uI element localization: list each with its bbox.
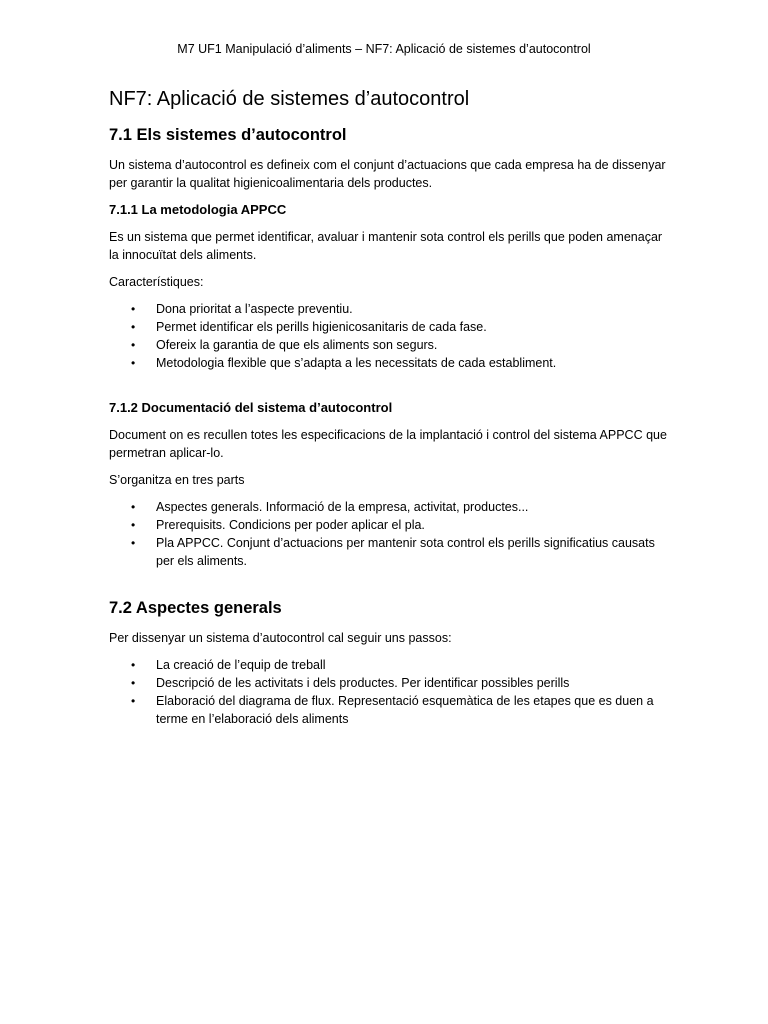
list-item xyxy=(109,336,674,354)
characteristics-intro: Característiques: xyxy=(109,275,204,289)
section-7-1-text: Un sistema d’autocontrol es defineix com el conjunt d’actuacions que cada empresa ha de dissenyar per garantir la qualitat higienicoalimentaria dels productes. xyxy=(109,158,666,190)
list-item xyxy=(109,534,674,570)
bullet-icon: • xyxy=(131,302,136,316)
bullet-icon: • xyxy=(131,518,136,532)
section-heading-7-1: 7.1 Els sistemes d’autocontrol xyxy=(109,126,347,144)
section-heading-7-2: 7.2 Aspectes generals xyxy=(109,599,282,617)
bullet-icon: • xyxy=(131,658,136,672)
document-title: NF7: Aplicació de sistemes d’autocontrol xyxy=(109,88,470,110)
section-7-2-text: Per dissenyar un sistema d’autocontrol cal seguir uns passos: xyxy=(109,631,452,645)
spacer xyxy=(109,381,674,399)
list-item-text: Metodologia flexible que s’adapta a les necessitats de cada establiment. xyxy=(156,356,557,370)
list-item-text: Ofereix la garantia de que els aliments son segurs. xyxy=(156,338,438,352)
list-item xyxy=(109,674,674,692)
parts-list xyxy=(109,498,674,570)
section-heading-7-1-2: 7.1.2 Documentació del sistema d’autocontrol xyxy=(109,400,393,415)
bullet-icon: • xyxy=(131,320,136,334)
bullet-icon: • xyxy=(131,536,136,550)
section-heading-7-1-1: 7.1.1 La metodologia APPCC xyxy=(109,202,287,217)
list-item xyxy=(109,516,674,534)
bullet-icon: • xyxy=(131,338,136,352)
list-item-text: Aspectes generals. Informació de la empresa, activitat, productes... xyxy=(156,500,529,514)
characteristics-list xyxy=(109,300,674,372)
document-body xyxy=(109,86,674,737)
bullet-icon: • xyxy=(131,694,136,708)
bullet-icon: • xyxy=(131,676,136,690)
bullet-icon: • xyxy=(131,356,136,370)
list-item-text: Descripció de les activitats i dels productes. Per identificar possibles perills xyxy=(156,676,570,690)
list-item-text: Dona prioritat a l’aspecte preventiu. xyxy=(156,302,353,316)
section-7-1-1-text: Es un sistema que permet identificar, avaluar i mantenir sota control els perills que poden amenaçar la innocuïtat dels aliments. xyxy=(109,230,663,262)
list-item-text: Elaboració del diagrama de flux. Representació esquemàtica de les etapes que es duen a terme en l’elaboració dels aliments xyxy=(156,694,654,726)
steps-list xyxy=(109,656,674,728)
list-item xyxy=(109,354,674,372)
running-header: M7 UF1 Manipulació d’aliments – NF7: Aplicació de sistemes d’autocontrol xyxy=(177,42,591,56)
list-item-text: Permet identificar els perills higienicosanitaris de cada fase. xyxy=(156,320,487,334)
list-item-text: Prerequisits. Condicions per poder aplicar el pla. xyxy=(156,518,425,532)
list-item-text: Pla APPCC. Conjunt d’actuacions per mantenir sota control els perills significatius causats per els aliments. xyxy=(156,536,655,568)
section-7-1-2-text: Document on es recullen totes les especificacions de la implantació i control del sistema APPCC que permetran aplicar-lo. xyxy=(109,428,667,460)
parts-intro: S’organitza en tres parts xyxy=(109,473,245,487)
list-item xyxy=(109,656,674,674)
list-item-text: La creació de l’equip de treball xyxy=(156,658,326,672)
list-item xyxy=(109,692,674,728)
list-item xyxy=(109,498,674,516)
spacer xyxy=(109,579,674,597)
list-item xyxy=(109,318,674,336)
list-item xyxy=(109,300,674,318)
bullet-icon: • xyxy=(131,500,136,514)
